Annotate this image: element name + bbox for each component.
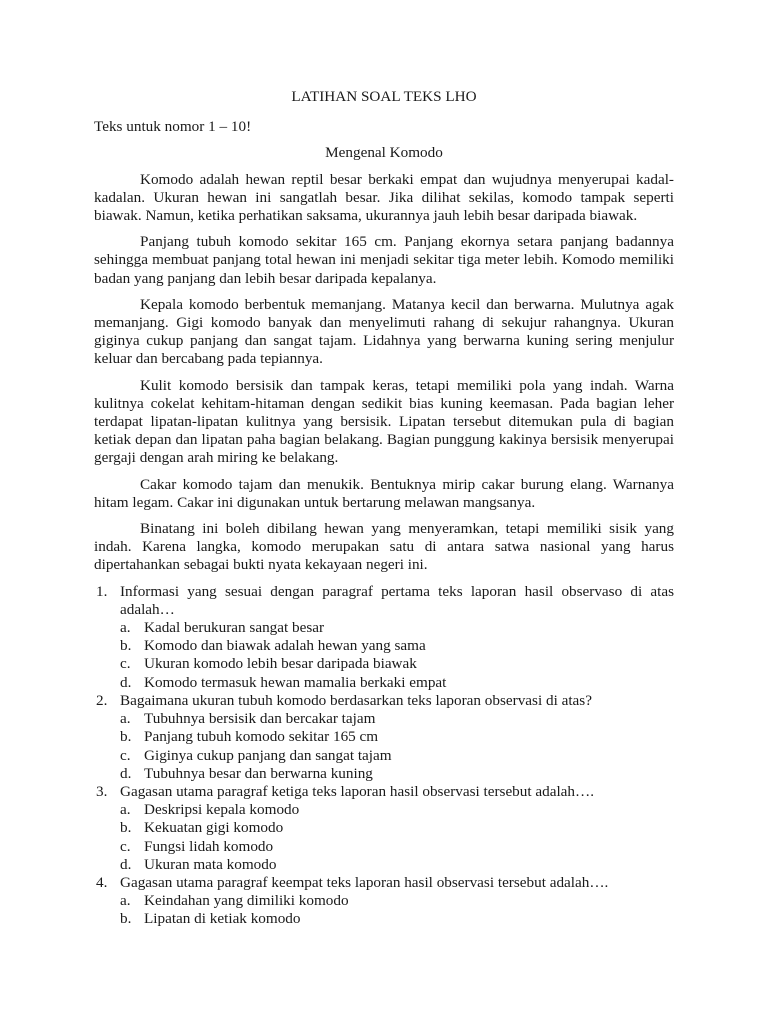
- option-letter: b.: [120, 728, 132, 746]
- question-text: Gagasan utama paragraf keempat teks laporan hasil observasi tersebut adalah….: [120, 873, 609, 891]
- paragraph: Komodo adalah hewan reptil besar berkaki empat dan wujudnya menyerupai kadal-kadalan. Ukuran hewan ini sangatlah besar. Jika dilihat sekilas, komodo tampak seperti biawak. Namun, ketika perhatikan saksama, ukurannya jauh lebih besar daripada biawak.: [94, 170, 674, 225]
- option-letter: d.: [120, 673, 132, 691]
- question-item: [94, 583, 674, 692]
- option-list: [120, 619, 674, 692]
- question-item: [94, 783, 674, 874]
- question-item: [94, 692, 674, 783]
- option-item: [120, 728, 674, 746]
- option-text: Panjang tubuh komodo sekitar 165 cm: [144, 728, 379, 746]
- option-item: [120, 819, 674, 837]
- option-text: Komodo dan biawak adalah hewan yang sama: [144, 637, 426, 655]
- option-letter: d.: [120, 764, 132, 782]
- option-letter: b.: [120, 910, 132, 928]
- option-text: Komodo termasuk hewan mamalia berkaki empat: [144, 673, 447, 691]
- option-list: [120, 710, 674, 783]
- option-text: Kekuatan gigi komodo: [144, 819, 284, 837]
- option-letter: c.: [120, 837, 131, 855]
- option-letter: a.: [120, 619, 131, 637]
- option-item: [120, 674, 674, 692]
- option-letter: a.: [120, 710, 131, 728]
- document-page: [94, 88, 674, 929]
- option-list: [120, 892, 674, 928]
- paragraph: Cakar komodo tajam dan menukik. Bentuknya mirip cakar burung elang. Warnanya hitam legam. Cakar ini digunakan untuk bertarung melawan mangsanya.: [94, 475, 674, 511]
- option-letter: a.: [120, 892, 131, 910]
- option-text: Tubuhnya besar dan berwarna kuning: [144, 764, 373, 782]
- text-intro: Teks untuk nomor 1 – 10!: [94, 118, 252, 136]
- paragraph: Binatang ini boleh dibilang hewan yang menyeramkan, tetapi memiliki sisik yang indah. Karena langka, komodo merupakan satu di antara satwa nasional yang harus dipertahankan sebagai bukti nyata kekayaan negeri ini.: [94, 520, 674, 574]
- option-item: [120, 765, 674, 783]
- option-text: Giginya cukup panjang dan sangat tajam: [144, 746, 392, 764]
- question-number: 4.: [96, 873, 108, 891]
- paragraph: Kulit komodo bersisik dan tampak keras, tetapi memiliki pola yang indah. Warna kulitnya cokelat kehitam-hitaman dengan sedikit bias kuning keemasan. Pada bagian leher terdapat lipatan-lipatan kulitnya yang bersisik. Lipatan tersebut ditemukan pula di bagian ketiak depan dan lipatan paha bagian belakang. Bagian punggung kakinya bersisik menyerupai gergaji dengan arah miring ke belakang.: [94, 376, 674, 467]
- option-text: Deskripsi kepala komodo: [144, 801, 300, 819]
- question-number: 3.: [96, 782, 108, 800]
- option-item: [120, 637, 674, 655]
- option-item: [120, 619, 674, 637]
- question-text: Informasi yang sesuai dengan paragraf pertama teks laporan hasil observaso di atas adalah…: [120, 582, 674, 618]
- text-subtitle: Mengenal Komodo: [325, 144, 443, 162]
- option-list: [120, 801, 674, 874]
- option-text: Lipatan di ketiak komodo: [144, 910, 301, 928]
- question-text: Bagaimana ukuran tubuh komodo berdasarkan teks laporan observasi di atas?: [120, 691, 592, 709]
- reading-text: [94, 171, 674, 575]
- document-title: LATIHAN SOAL TEKS LHO: [291, 88, 477, 105]
- option-text: Ukuran komodo lebih besar daripada biawak: [144, 655, 417, 673]
- option-letter: c.: [120, 655, 131, 673]
- paragraph: Panjang tubuh komodo sekitar 165 cm. Panjang ekornya setara panjang badannya sehingga membuat panjang total hewan ini menjadi sekitar tiga meter lebih. Komodo memiliki badan yang panjang dan lebih besar daripada kepalanya.: [94, 233, 674, 287]
- option-text: Kadal berukuran sangat besar: [144, 619, 325, 637]
- paragraph: Kepala komodo berbentuk memanjang. Matanya kecil dan berwarna. Mulutnya agak memanjang. Gigi komodo banyak dan menyelimuti rahang di sekujur rahangnya. Ukuran giginya cukup panjang dan sangat tajam. Lidahnya yang berwarna kuning sering menjulur keluar dan bercabang pada tepiannya.: [94, 295, 674, 368]
- option-text: Tubuhnya bersisik dan bercakar tajam: [144, 710, 376, 728]
- question-text: Gagasan utama paragraf ketiga teks laporan hasil observasi tersebut adalah….: [120, 782, 595, 800]
- option-item: [120, 838, 674, 856]
- option-letter: a.: [120, 801, 131, 819]
- option-text: Fungsi lidah komodo: [144, 837, 274, 855]
- question-number: 1.: [96, 582, 108, 600]
- option-text: Keindahan yang dimiliki komodo: [144, 892, 349, 910]
- question-list: [94, 583, 674, 929]
- option-item: [120, 710, 674, 728]
- option-text: Ukuran mata komodo: [144, 855, 277, 873]
- option-item: [120, 856, 674, 874]
- option-item: [120, 892, 674, 910]
- option-letter: d.: [120, 855, 132, 873]
- question-number: 2.: [96, 691, 108, 709]
- option-item: [120, 655, 674, 673]
- option-item: [120, 910, 674, 928]
- option-item: [120, 801, 674, 819]
- option-letter: c.: [120, 746, 131, 764]
- option-letter: b.: [120, 637, 132, 655]
- question-item: [94, 874, 674, 929]
- option-item: [120, 747, 674, 765]
- option-letter: b.: [120, 819, 132, 837]
